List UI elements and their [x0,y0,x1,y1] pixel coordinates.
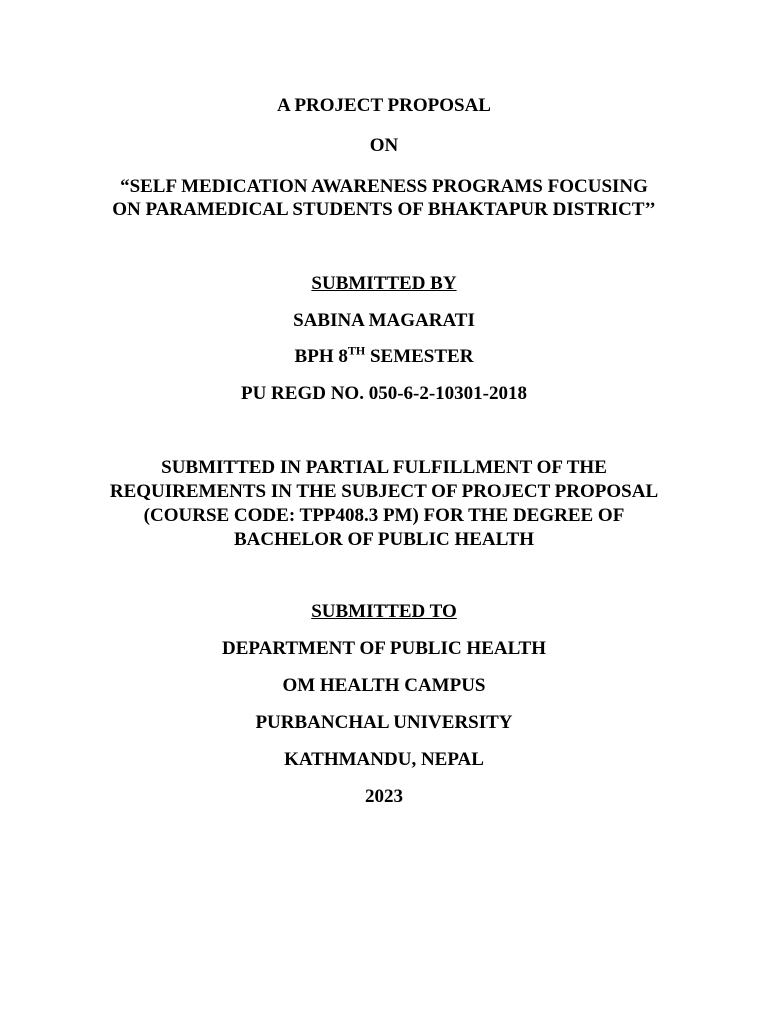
fulfillment-line-2: REQUIREMENTS IN THE SUBJECT OF PROJECT PROPOSAL [109,481,659,502]
semester-prefix: BPH 8 [294,346,348,367]
heading-line-1: A PROJECT PROPOSAL [277,95,491,116]
registration-number: PU REGD NO. 050-6-2-10301-2018 [240,383,528,404]
fulfillment-line-3: (COURSE CODE: TPP408.3 PM) FOR THE DEGREE OF [143,505,625,526]
year: 2023 [365,786,403,807]
title-line-1: “SELF MEDICATION AWARENESS PROGRAMS FOCUSING [120,176,648,197]
submitted-to-label: SUBMITTED TO [311,601,457,622]
fulfillment-line-4: BACHELOR OF PUBLIC HEALTH [233,529,534,550]
location: KATHMANDU, NEPAL [284,749,484,770]
student-name: SABINA MAGARATI [293,310,475,331]
semester-suffix: SEMESTER [365,346,474,367]
campus-name: OM HEALTH CAMPUS [282,675,486,696]
semester-superscript: TH [347,343,366,358]
semester-line [0,345,768,368]
department-name: DEPARTMENT OF PUBLIC HEALTH [222,638,546,659]
fulfillment-line-1: SUBMITTED IN PARTIAL FULFILLMENT OF THE [161,457,607,478]
university-name: PURBANCHAL UNIVERSITY [255,712,513,733]
heading-line-2: ON [369,135,399,156]
submitted-by-label: SUBMITTED BY [311,273,457,294]
title-line-2: ON PARAMEDICAL STUDENTS OF BHAKTAPUR DISTRICT’’ [112,199,656,220]
